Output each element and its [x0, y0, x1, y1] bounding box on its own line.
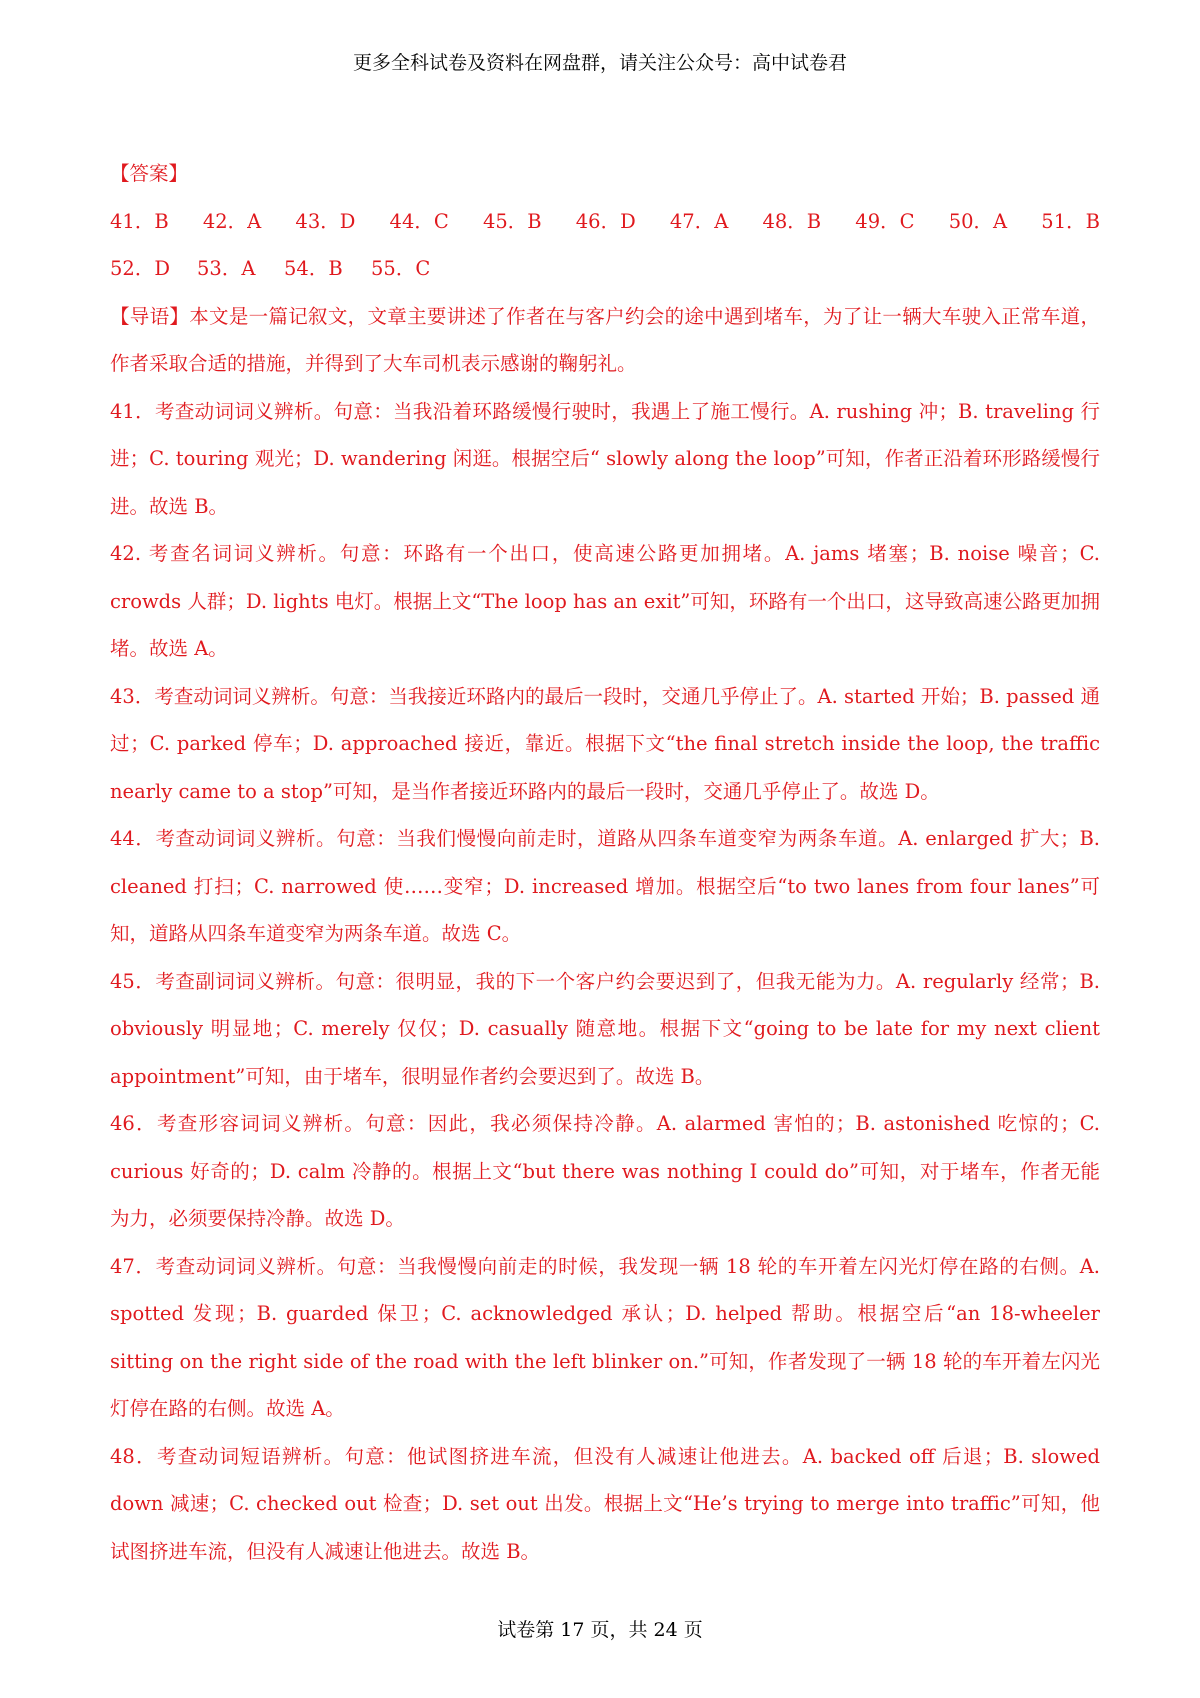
page-header: 更多全科试卷及资料在网盘群，请关注公众号：高中试卷君: [352, 52, 847, 74]
answer-item: 54．B: [284, 257, 343, 280]
explanation-44: 44．考查动词词义辨析。句意：当我们慢慢向前走时，道路从四条车道变窄为两条车道。A. enlarged 扩大；B. cleaned 打扫；C. narrowed 使……变窄；D. increased 增加。根据空后“to two lanes from four lanes”可知，道路从四条车道变窄为两条车道。故选 C。: [110, 827, 1100, 945]
answer-item: 43．D: [295, 209, 356, 233]
explanation-42: 42. 考查名词词义辨析。句意：环路有一个出口，使高速公路更加拥堵。A. jams 堵塞；B. noise 噪音；C. crowds 人群；D. lights 电灯。根据上文“The loop has an exit”可知，环路有一个出口，这导致高速公路更加拥堵。故选 A。: [110, 542, 1100, 660]
explanation-48: 48．考查动词短语辨析。句意：他试图挤进车流，但没有人减速让他进去。A. backed off 后退；B. slowed down 减速；C. checked out 检查；D. set out 出发。根据上文“He’s trying to merge into traffic”可知，他试图挤进车流，但没有人减速让他进去。故选 B。: [110, 1444, 1100, 1563]
explanation-46: 46．考查形容词词义辨析。句意：因此，我必须保持冷静。A. alarmed 害怕的；B. astonished 吃惊的；C. curious 好奇的；D. calm 冷静的。根据上文“but there was nothing I could do”可知，对于堵车，作者无能为力，必须要保持冷静。故选 D。: [110, 1112, 1100, 1230]
page-footer: 试卷第 17 页，共 24 页: [497, 1619, 703, 1641]
answer-item: 53．A: [197, 257, 256, 280]
answer-item: 47．A: [669, 209, 729, 233]
answer-item: 50．A: [948, 209, 1008, 233]
answer-item: 51．B: [1041, 209, 1100, 233]
answer-item: 48．B: [762, 209, 822, 233]
answer-item: 41．B: [110, 209, 169, 233]
explanation-47: 47．考查动词词义辨析。句意：当我慢慢向前走的时候，我发现一辆 18 轮的车开着左闪光灯停在路的右侧。A. spotted 发现；B. guarded 保卫；C. acknowledged 承认；D. helped 帮助。根据空后“an 18-wheeler sitting on the right side of the road with the left blinker on.”可知，作者发现了一辆 18 轮的车开着左闪光灯停在路的右侧。故选 A。: [110, 1254, 1100, 1420]
answer-item: 46．D: [575, 209, 636, 233]
intro-paragraph: 【导语】本文是一篇记叙文，文章主要讲述了作者在与客户约会的途中遇到堵车，为了让一辆大车驶入正常车道，作者采取合适的措施，并得到了大车司机表示感谢的鞠躬礼。: [110, 304, 1100, 375]
explanation-41: 41．考查动词词义辨析。句意：当我沿着环路缓慢行驶时，我遇上了施工慢行。A. rushing 冲；B. traveling 行进；C. touring 观光；D. wandering 闲逛。根据空后“ slowly along the loop”可知，作者正沿着环形路缓慢行进。故选 B。: [110, 399, 1100, 518]
explanation-45: 45．考查副词词义辨析。句意：很明显，我的下一个客户约会要迟到了，但我无能为力。A. regularly 经常；B. obviously 明显地；C. merely 仅仅；D. casually 随意地。根据下文“going to be late for my next client appointment”可知，由于堵车，很明显作者约会要迟到了。故选 B。: [110, 969, 1100, 1088]
answer-row-2: [110, 245, 1100, 293]
answer-item: 52．D: [110, 257, 170, 280]
answer-content: [110, 150, 1100, 1575]
answer-item: 45．B: [482, 209, 542, 233]
answer-row-1: [110, 198, 1100, 246]
answer-item: 55．C: [371, 257, 431, 280]
answer-item: 42．A: [202, 209, 262, 233]
answer-item: 49．C: [855, 209, 915, 233]
explanation-43: 43．考查动词词义辨析。句意：当我接近环路内的最后一段时，交通几乎停止了。A. started 开始；B. passed 通过；C. parked 停车；D. approached 接近，靠近。根据下文“the final stretch inside the loop, the traffic nearly came to a stop”可知，是当作者接近环路内的最后一段时，交通几乎停止了。故选 D。: [110, 684, 1100, 803]
answer-item: 44．C: [389, 209, 449, 233]
answer-label: 【答案】: [110, 162, 189, 185]
